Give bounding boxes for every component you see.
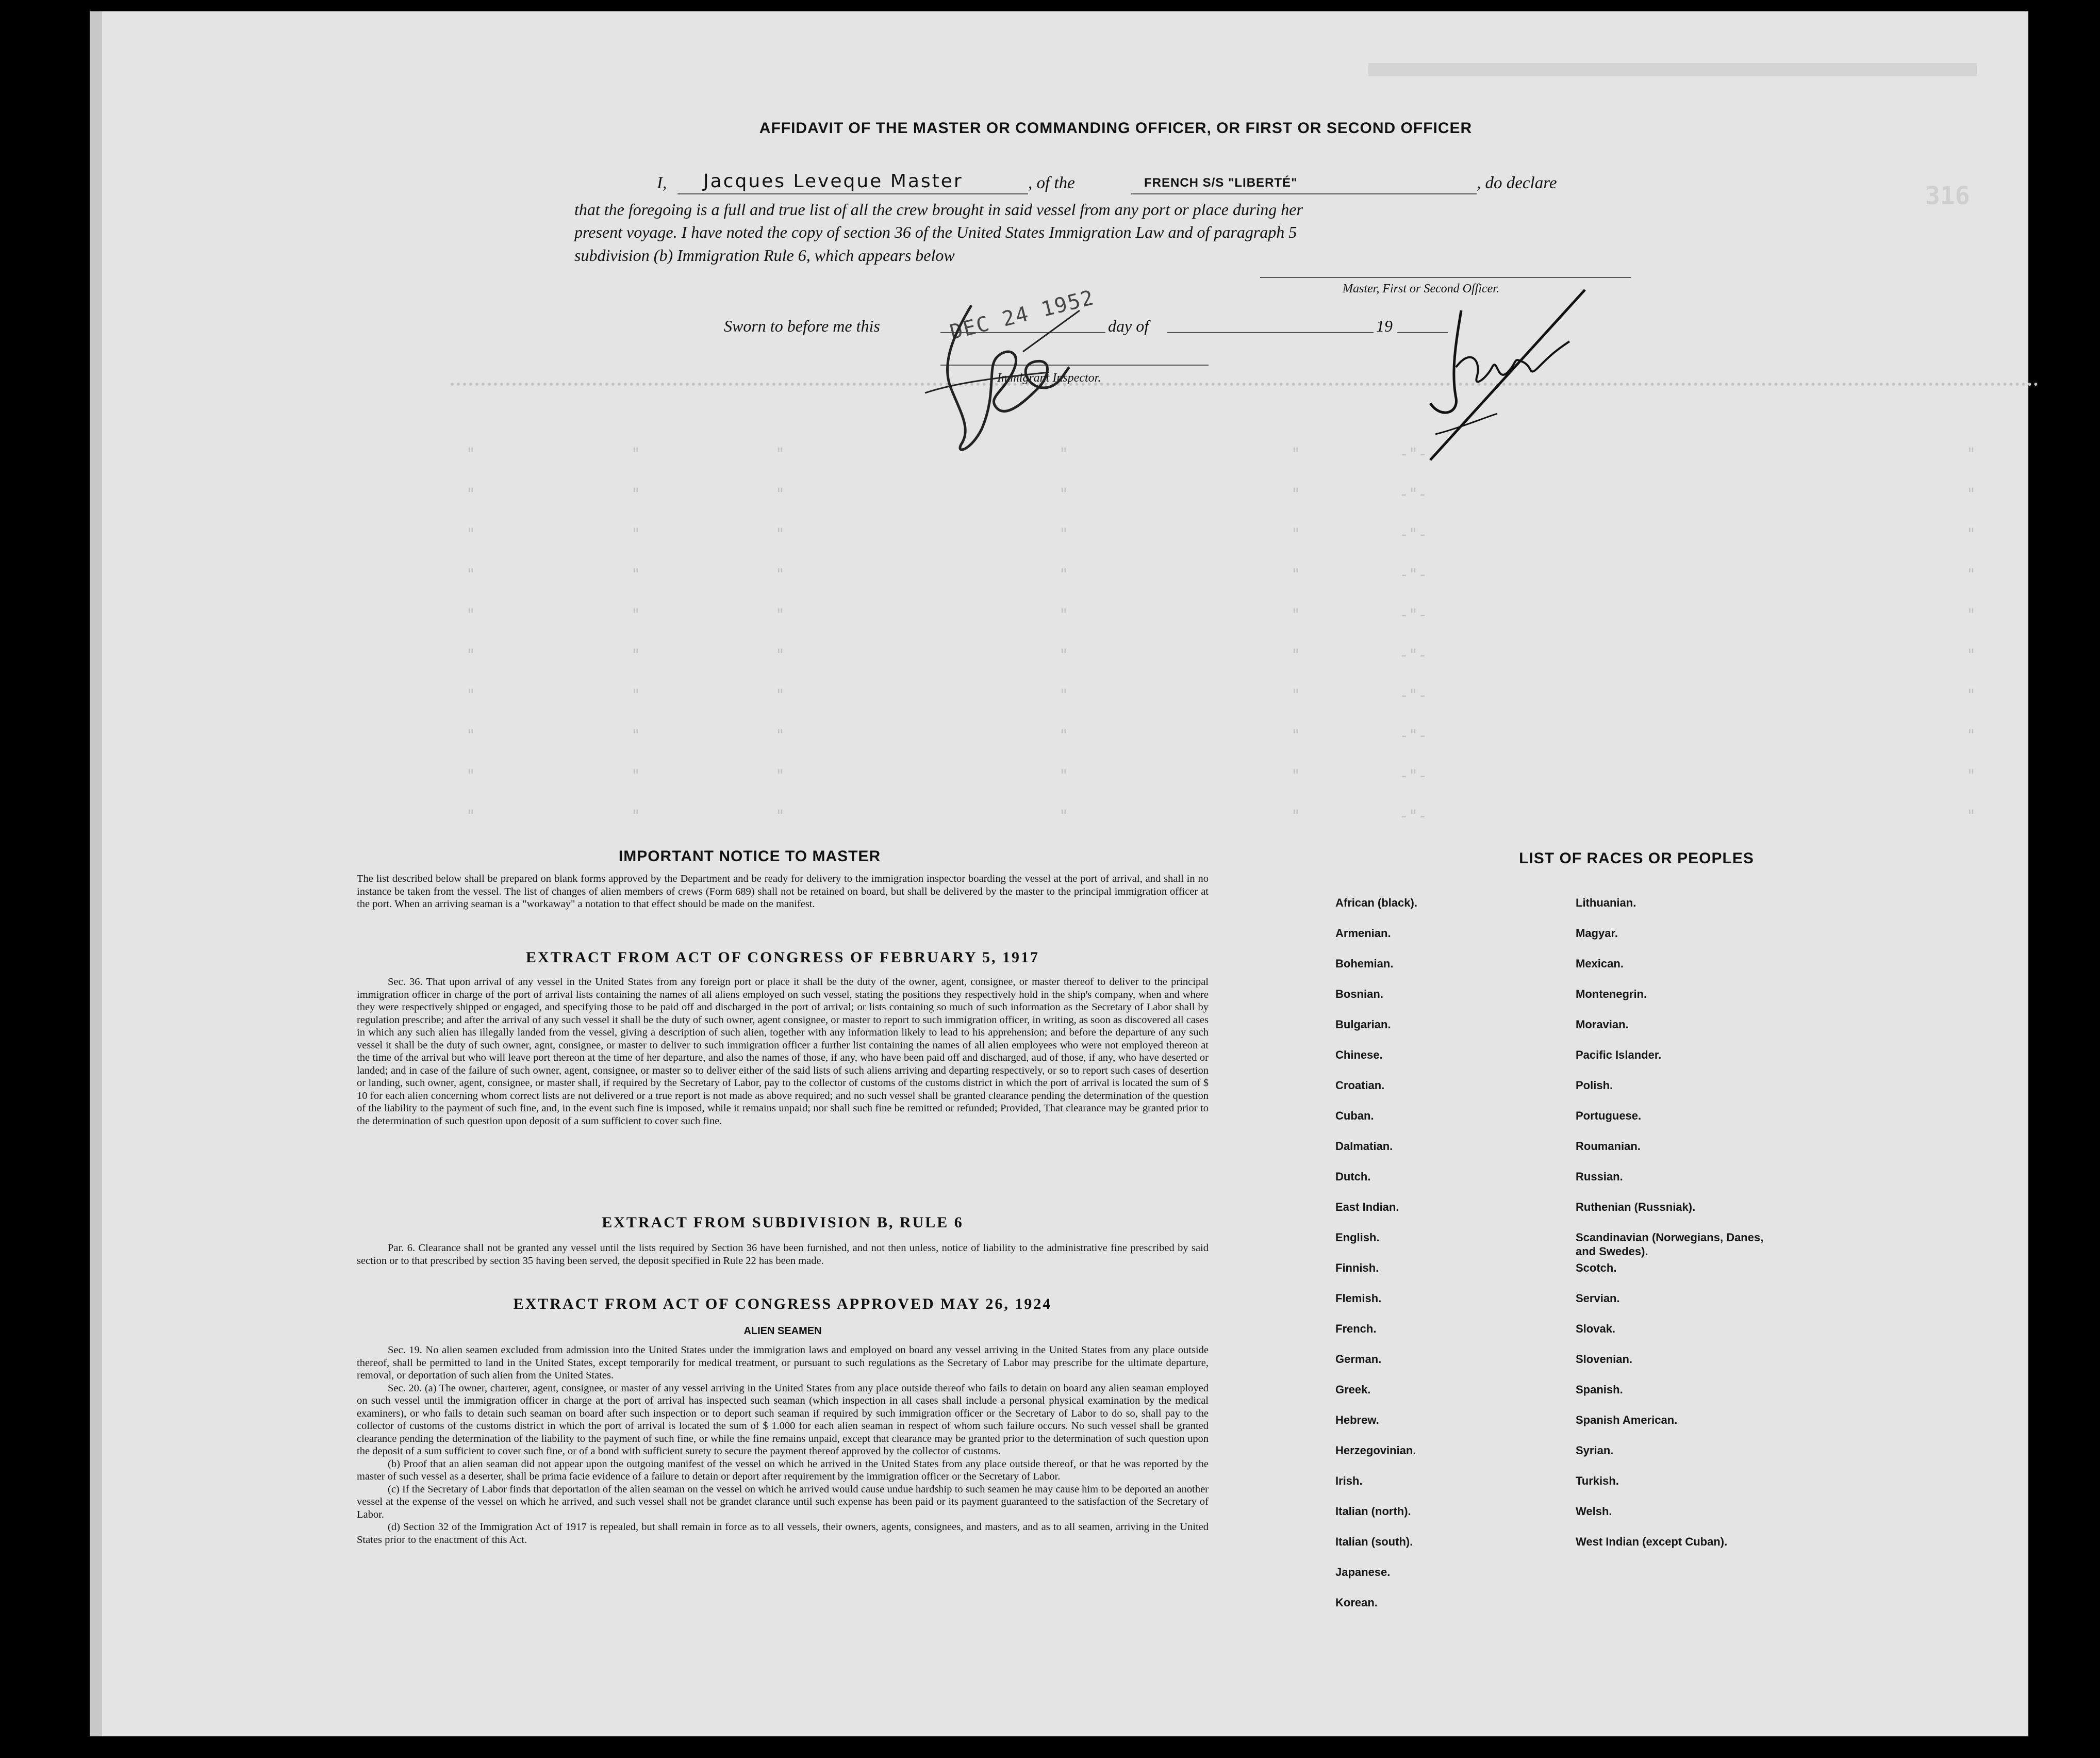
sworn-label: Sworn to before me this (724, 317, 880, 335)
race-left-item: Irish. (1335, 1474, 1363, 1487)
race-left-item: Bosnian. (1335, 988, 1383, 1000)
race-left-item: Finnish. (1335, 1261, 1379, 1274)
master-signature-line (1260, 277, 1631, 278)
race-right-item: Syrian. (1576, 1444, 1614, 1457)
left-margin-strip (90, 11, 102, 1736)
race-right-item: Turkish. (1576, 1474, 1619, 1487)
extract3-title: EXTRACT FROM ACT OF CONGRESS APPROVED MAY 26, 1924 (513, 1295, 1052, 1312)
race-left-item: Bulgarian. (1335, 1018, 1391, 1031)
notice-title: IMPORTANT NOTICE TO MASTER (618, 848, 881, 865)
affidavit-title: AFFIDAVIT OF THE MASTER OR COMMANDING OFFICER, OR FIRST OR SECOND OFFICER (759, 120, 1473, 137)
section-19: Sec. 19. No alien seamen excluded from admission into the United States under the immigration laws and employed on board any vessel arriving in the United States from any place outside thereof, shall be permitted to land in the United States, except temporarily for medical treatment, or pursuant to such regulations as the Secretary of Labor may prescribe for the ultimate departure, removal, or deportation of such alien from the United States. (357, 1344, 1209, 1381)
races-right-column (1576, 896, 1772, 1565)
affidavit-line-3: present voyage. I have noted the copy of section 36 of the United States Immigration Law and of paragraph 5 (574, 223, 1297, 241)
punch-hole (2029, 1031, 2055, 1057)
race-left-item: Armenian. (1335, 927, 1391, 940)
race-left-item: French. (1335, 1322, 1377, 1335)
race-left-item: Flemish. (1335, 1292, 1382, 1305)
of-label: , of the (1028, 174, 1075, 192)
section-20b: (b) Proof that an alien seaman did not appear upon the outgoing manifest of the vessel on which he arrived in the United States from any place outside thereof, or that he was reported by the master of such vessel as a deserter, shall be prima facie evidence of a failure to detain or deport after requirement by the immigration officer or the Secretary of Labor. (357, 1458, 1209, 1482)
race-right-item: Servian. (1576, 1292, 1620, 1305)
punch-hole (2029, 129, 2055, 155)
bleed-through-ditto-column: " " " " " " " " " " (1059, 445, 1069, 825)
race-right-item: Moravian. (1576, 1018, 1629, 1031)
race-left-item: Hebrew. (1335, 1414, 1379, 1426)
document-sheet (90, 11, 2028, 1736)
do-declare: , do declare (1477, 174, 1557, 192)
race-left-item: Dalmatian. (1335, 1140, 1393, 1153)
section-20d: (d) Section 32 of the Immigration Act of 1917 is repealed, but shall remain in force as to all vessels, their owners, agents, consignees, and masters, and as to all seamen, arriving in the United States prior to the enactment of this Act. (357, 1521, 1209, 1546)
race-right-item: Scandinavian (Norwegians, Danes, and Swedes). (1576, 1231, 1764, 1258)
extract2-title: EXTRACT FROM SUBDIVISION B, RULE 6 (602, 1214, 964, 1231)
affidavit-line-4: subdivision (b) Immigration Rule 6, which appears below (574, 246, 955, 265)
race-right-item: Spanish. (1576, 1383, 1623, 1396)
inspector-caption: Immigrant Inspector. (997, 371, 1101, 385)
race-left-item: Croatian. (1335, 1079, 1385, 1092)
race-left-item: Bohemian. (1335, 957, 1394, 970)
extract1-body: Sec. 36. That upon arrival of any vessel in the United States from any foreign port or place it shall be the duty of the owner, agent, consignee, or master thereof to deliver to the principal immigration officer in charge of the port of arrival lists containing the names of all aliens employed on such vessel, stating the positions they respectively hold in the ship's company, when and where they were respectively shipped or engaged, and specifying those to be paid off and discharged in the port of arrival; or lists containing so much of such information as the Secretary of Labor shall by regulation prescribe; and after the arrival of any such vessel it shall be the duty of such owner, agent consignee, or master to report to such immigration officer, in writing, as soon as discovered all cases in which any such alien has illegally landed from the vessel, giving a description of such alien, together with any information likely to lead to his apprehension; and before the departure of any such vessel it shall be the duty of such owner, agnt, consignee, or master to deliver to such immigration officer a further list containing the names of all alien employees who were not employed thereon at the time of the arrival but who will leave port thereon at the time of her departure, and also the names of those, if any, who have been paid off and discharged, aud of those, if any, who have deserted or landed; and in case of the failure of such owner, agent, consignee, or master so to deliver either of the said lists of such aliens arriving and departing respectively, or so to report such cases of desertion or landing, such owner, agent, consignee, or master shall, if required by the Secretary of Labor, pay to the collector of customs of the customs district in which the port of arrival is located the sum of $ 10 for each alien concerning whom correct lists are not delivered or a true report is not made as above required; and no such vessel shall be granted clearance pending the determination of the question of the liability to the payment of such fine, and, in the event such fine is imposed, while it remains unpaid; nor shall such fine be remitted or refunded; Provided, That clearance may be granted prior to the determination of such question upon deposit of a sum sufficient to cover such fine. (357, 976, 1209, 1127)
vessel-name: FRENCH S/S "LIBERTÉ" (1144, 176, 1298, 190)
race-left-item: German. (1335, 1353, 1382, 1366)
punch-hole (2029, 211, 2055, 237)
affidavit-i: I, (657, 174, 667, 192)
race-right-item: Lithuanian. (1576, 896, 1636, 909)
race-right-item: Slovenian. (1576, 1353, 1633, 1366)
page-number: 316 (1925, 182, 1970, 210)
punch-hole (2029, 463, 2055, 489)
race-left-item: Herzegovinian. (1335, 1444, 1416, 1457)
race-right-item: Welsh. (1576, 1505, 1612, 1518)
race-right-item: Portuguese. (1576, 1109, 1642, 1122)
race-right-item: Pacific Islander. (1576, 1048, 1662, 1061)
race-right-item: Montenegrin. (1576, 988, 1647, 1000)
race-left-item: Korean. (1335, 1596, 1378, 1609)
races-title: LIST OF RACES OR PEOPLES (1519, 850, 1754, 867)
day-of-label: day of (1108, 317, 1149, 335)
section-20c: (c) If the Secretary of Labor finds that deportation of the alien seaman on the vessel on which he arrived would cause undue hardship to such seamen he may cause him to be deported an another vessel at the expense of the vessel on which he arrived, and such vessel shall not be grandet clarance until such expense has been paid or its payment guaranteed to the satisfaction of the Secretary of Labor. (357, 1483, 1209, 1520)
race-right-item: Magyar. (1576, 927, 1618, 940)
punch-hole (2029, 1452, 2055, 1477)
bleed-through-ditto-column: " " " " " " " " " " (1291, 445, 1301, 825)
race-left-item: Italian (south). (1335, 1535, 1413, 1548)
race-left-item: Greek. (1335, 1383, 1371, 1396)
master-caption: Master, First or Second Officer. (1343, 282, 1499, 295)
notice-body: The list described below shall be prepared on blank forms approved by the Department and be ready for delivery to the immigration inspector boarding the vessel at the port of arrival, and shall in no instance be taken from the vessel. The list of changes of alien members of crews (Form 689) shall not be retained on board, but shall be delivered by the master to the principal immigration officer at the port. When an arriving seaman is a "workaway" a notation to that effect should be made on the manifest. (357, 873, 1209, 910)
race-right-item: Polish. (1576, 1079, 1613, 1092)
extract3-subtitle: ALIEN SEAMEN (743, 1325, 822, 1337)
race-right-item: Scotch. (1576, 1261, 1617, 1274)
extract2-body: Par. 6. Clearance shall not be granted any vessel until the lists required by Section 36 have been furnished, and not then unless, notice of liability to the administrative fine prescribed by said section or to that prescribed by section 35 having been served, the deposit specified in Rule 22 has been made. (357, 1242, 1209, 1267)
race-left-item: Cuban. (1335, 1109, 1374, 1122)
master-name: Jacques Leveque Master (703, 171, 963, 192)
inspector-signature (894, 290, 1090, 460)
race-right-item: Spanish American. (1576, 1414, 1678, 1426)
race-left-item: Dutch. (1335, 1170, 1371, 1183)
race-right-item: Ruthenian (Russniak). (1576, 1201, 1696, 1213)
bleed-through-ditto-column: " " " " " " " " " " (775, 445, 785, 825)
race-right-item: Roumanian. (1576, 1140, 1641, 1153)
extract3-text (357, 1344, 1209, 1546)
bleed-through-ditto-column: " " " " " " " " " " (466, 445, 476, 825)
date-stamp: DEC 24 1952 (947, 285, 1097, 344)
extract1-title: EXTRACT FROM ACT OF CONGRESS OF FEBRUARY 5, 1917 (525, 949, 1040, 966)
bleed-through-column-headers (451, 383, 2039, 396)
bleed-through-dash-column: -"- -"- -"- -"- -"- -"- -"- -"- -"- -"- (1399, 445, 1428, 825)
bleed-through-header (1368, 63, 1977, 76)
affidavit-line-2: that the foregoing is a full and true list of all the crew brought in said vessel from any port or place during her (574, 200, 1303, 219)
vessel-underline (1131, 193, 1477, 194)
race-left-item: Italian (north). (1335, 1505, 1411, 1518)
affidavit-line-1 (657, 171, 1636, 197)
punch-hole (2029, 550, 2055, 576)
race-left-item: East Indian. (1335, 1201, 1399, 1213)
master-signature (1327, 280, 1616, 465)
punch-hole (2029, 1367, 2055, 1392)
year-prefix: 19 (1376, 317, 1393, 335)
race-left-item: Chinese. (1335, 1048, 1383, 1061)
master-name-underline (677, 193, 1028, 194)
race-right-item: Russian. (1576, 1170, 1623, 1183)
race-right-item: Slovak. (1576, 1322, 1616, 1335)
bleed-through-ditto-column: " " " " " " " " " " (1966, 445, 1976, 825)
race-right-item: Mexican. (1576, 957, 1624, 970)
race-left-item: Japanese. (1335, 1566, 1391, 1579)
race-right-item: West Indian (except Cuban). (1576, 1535, 1728, 1548)
section-20a: Sec. 20. (a) The owner, charterer, agent, consignee, or master of any vessel arriving in the United States from any place outside thereof who fails to detain on board any alien seaman employed on such vessel until the immigration officer in charge at the port of arrival has inspected such seaman (which inspection in all cases shall include a personal physical examination by the medical examiners), or who fails to detain such seaman on board after such inspection or to deport such seaman if required by such immigration officer or the Secretary of Labor to do so, shall pay to the collector of customs of the customs district in which the port of arrival is located the sum of $ 1.000 for each alien seaman in respect of whom such failure occurs. No such vessel shall be granted clearance pending the determination of the liability to the payment of such fine, or while the fine remains unpaid, except that clearance may be granted prior to the determination of such question upon the deposit of a sum sufficient to cover such fine, or of a bond with sufficient surety to secure the payment thereof approved by the collector of customs. (357, 1382, 1209, 1457)
bleed-through-ditto-column: " " " " " " " " " " (631, 445, 641, 825)
race-left-item: English. (1335, 1231, 1380, 1244)
races-left-column (1335, 896, 1557, 1626)
race-left-item: African (black). (1335, 896, 1417, 909)
